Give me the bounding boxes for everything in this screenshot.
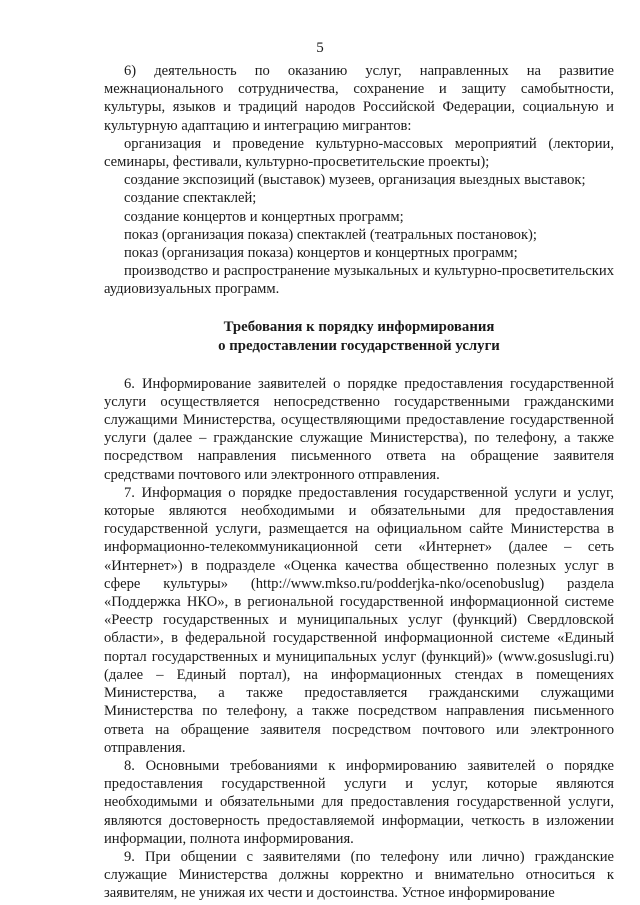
list-item: создание экспозиций (выставок) музеев, организация выездных выставок; — [124, 172, 586, 189]
section-heading-line-2: о предоставлении государственной услуги — [218, 337, 500, 354]
paragraph-7: 7. Информация о порядке предоставления государственной услуги и услуг, которые являются необходимыми и обязательными для предоставления государственной услуги, размещается на официальном сайте Министерства в информационно-телекоммуникационной сети «Интернет» (далее – сеть «Интернет») в подразделе «Оценка качества общественно полезных услуг в сфере культуры» (http://www.mkso.ru/podderjka-nko/ocenobuslug) раздела «Поддержка НКО», в региональной государственной информационной системе «Реестр государственных и муниципальных услуг (функций) Свердловской области», в федеральной государственной информационной системе «Единый портал государственных и муниципальных услуг (функций)» (www.gosuslugi.ru) (далее – Единый портал), на информационных стендах в помещениях Министерства, а также предоставляется гражданскими служащими Министерства по телефону, а также посредством направления письменного ответа на обращение заявителя посредством почтового или электронного отправления. — [104, 484, 614, 756]
list-item: создание концертов и концертных программ; — [124, 208, 404, 225]
list-item: показ (организация показа) спектаклей (театральных постановок); — [124, 226, 537, 243]
list-item-intro: 6) деятельность по оказанию услуг, направленных на развитие межнационального сотрудничества, сохранение и защиту самобытности, культуры, языков и традиций народов Российской Федерации, социальную и культурную адаптацию и интеграцию мигрантов: — [104, 63, 614, 134]
section-heading-line-1: Требования к порядку информирования — [223, 318, 495, 335]
list-item: организация и проведение культурно-массовых мероприятий (лектории, семинары, фестивали, культурно-просветительские проекты); — [104, 135, 614, 171]
list-item: производство и распространение музыкальных и культурно-просветительских аудиовизуальных программ. — [104, 263, 614, 298]
document-body — [104, 62, 614, 903]
paragraph-9: 9. При общении с заявителями (по телефону или лично) гражданские служащие Министерства должны корректно и внимательно относиться к заявителям, не унижая их чести и достоинства. Устное информирование — [104, 848, 614, 902]
page-number: 5 — [316, 40, 324, 56]
section-heading — [104, 318, 614, 356]
list-item: показ (организация показа) концертов и концертных программ; — [124, 245, 518, 262]
paragraph-8: 8. Основными требованиями к информированию заявителей о порядке предоставления государственной услуги и услуг, которые являются необходимыми и обязательными для предоставления государственной услуги, являются достоверность предоставляемой информации, четкость в изложении информации, полнота информирования. — [104, 757, 614, 847]
paragraph-6: 6. Информирование заявителей о порядке предоставления государственной услуги осуществляется непосредственно государственными гражданскими служащими Министерства, осуществляющими предоставление государственной услуги (далее – гражданские служащие Министерства), по телефону, а также посредством направления письменного ответа на обращение заявителя средствами почтового или электронного отправления. — [104, 375, 614, 483]
list-item: создание спектаклей; — [124, 190, 257, 207]
